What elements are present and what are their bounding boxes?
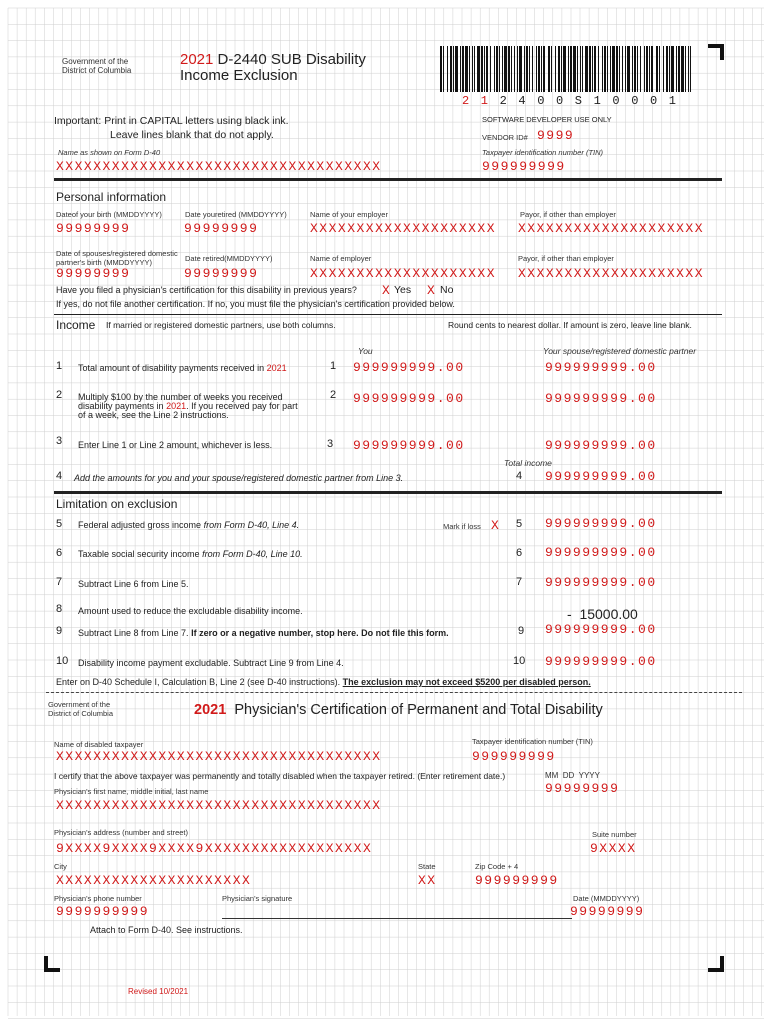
barcode-bar [440,46,442,92]
line2-spouse-field[interactable]: 999999999.00 [545,391,657,406]
barcode-bar [580,46,581,92]
barcode-bar [524,46,525,92]
line2-box-number: 2 [330,389,337,401]
col-spouse: Your spouse/registered domestic partner [543,346,697,356]
line10-number: 10 [56,655,69,667]
registration-mark-bottom-left [44,956,60,972]
barcode-bar [561,46,562,92]
line1-description: Total amount of disability payments received in [78,363,265,373]
barcode-bar [543,46,545,92]
barcode-digit: 4 [518,94,526,108]
barcode-bar [538,46,540,92]
barcode-bar [536,46,537,92]
spouse-employer-label: Name of employer [310,254,372,263]
barcode-bar [644,46,645,92]
line5-number: 5 [56,518,63,530]
form-title [180,51,366,68]
spouse-retired-label: Date retired(MMDDYYYY) [185,254,273,263]
line2-year: 2021 [166,401,187,411]
line7-text: Subtract Line 6 from Line 5. [78,579,189,589]
line6-text [78,549,303,559]
spouse-payor-label: Payor, if other than employer [518,254,614,263]
line2-text3: of a week, see the Line 2 instructions. [78,410,229,420]
barcode-bar [453,46,454,92]
cut-line [46,692,742,693]
barcode-digit: 1 [593,94,601,108]
zip-label: Zip Code + 4 [475,862,519,871]
address-field[interactable]: 9XXXX9XXXX9XXXX9XXXXXXXXXXXXXXXXXX [56,841,373,856]
physician-title [194,702,603,718]
line2-text2b: . If you received pay for part [186,401,298,411]
retire-date-format: MM DD YYYY [545,771,600,780]
mark-if-loss-label: Mark if loss [443,522,481,531]
loss-checkbox[interactable]: X [491,518,501,533]
city-label: City [54,862,67,871]
section-rule [54,178,722,181]
barcode-bar [671,46,674,92]
barcode-bar [472,46,473,92]
disabled-name-label: Name of disabled taxpayer [54,740,144,749]
spouse-dob-label1: Date of spouses/registered domestic [56,249,178,258]
barcode-digit: 0 [612,94,620,108]
line4-box-number: 4 [516,470,523,482]
zip-field[interactable]: 999999999 [475,873,559,888]
line6-source: from Form D-40, Line 10. [202,549,303,559]
barcode-digit: S [574,94,582,108]
col-you: You [358,346,373,356]
line1-number: 1 [56,360,63,372]
employer-field[interactable]: XXXXXXXXXXXXXXXXXXXX [310,221,497,236]
barcode-bar [663,46,664,92]
barcode-bar [558,46,560,92]
phys-tin-label: Taxpayer identification number (TIN) [472,737,593,746]
barcode-bar [659,46,660,92]
barcode-digit: 1 [668,94,676,108]
personal-info-title: Personal information [56,190,167,204]
physician-title-text: Physician's Certification of Permanent and Total Disability [234,702,603,718]
barcode-bar [517,46,518,92]
barcode-bar [551,46,552,92]
round-note: Round cents to nearest dollar. If amount is zero, leave line blank. [448,320,692,330]
barcode-digits [462,94,687,108]
barcode-bar [469,46,470,92]
barcode-bar [685,46,686,92]
payor-label: Payor, if other than employer [520,210,616,219]
signature-line[interactable] [222,918,572,919]
gov-line2: District of Columbia [62,66,132,75]
retire-date-field[interactable]: 99999999 [545,781,620,796]
barcode-bar [622,46,623,92]
tin-field[interactable]: 999999999 [482,159,566,174]
signature-label: Physician's signature [222,894,293,903]
line6-box-number: 6 [516,547,523,559]
phys-gov-line2: District of Columbia [48,709,114,718]
sign-date-field[interactable]: 99999999 [570,904,645,919]
important-line1: Important: Print in CAPITAL letters using black ink. [54,115,289,127]
barcode-bar [465,46,468,92]
line5-field[interactable]: 999999999.00 [545,516,657,531]
line7-number: 7 [56,576,63,588]
barcode-bar [514,46,515,92]
line9-text [78,628,449,638]
barcode-bar [573,46,576,92]
vendor-id-field[interactable]: 9999 [537,128,575,143]
line7-field[interactable]: 999999999.00 [545,575,657,590]
state-label: State [418,862,436,871]
barcode-bar [529,46,530,92]
line5-box-number: 5 [516,518,523,530]
barcode-bar [577,46,578,92]
line9-description: Subtract Line 8 from Line 7. [78,628,189,638]
barcode [440,46,695,96]
barcode-bar [548,46,550,92]
certify-text: I certify that the above taxpayer was permanently and totally disabled when the taxpayer retired. (Enter retirement date.) [54,771,506,781]
income-title: Income [56,318,96,332]
barcode-bar [594,46,596,92]
barcode-bar [616,46,618,92]
line7-box-number: 7 [516,576,523,588]
line3-you-field[interactable]: 999999999.00 [353,438,465,453]
line3-text: Enter Line 1 or Line 2 amount, whichever is less. [78,440,273,450]
line1-text [78,363,287,373]
line2-text2a: disability payments in [78,401,164,411]
no-checkbox[interactable]: X [427,283,437,298]
phys-gov-line1: Government of the [48,700,111,709]
barcode-bar [499,46,500,92]
barcode-bar [690,46,691,92]
name-label: Name as shown on Form D-40 [58,148,161,157]
barcode-bar [656,46,658,92]
phone-label: Physician's phone number [54,894,142,903]
line10-field[interactable]: 999999999.00 [545,654,657,669]
barcode-bar [678,46,680,92]
line3-box-number: 3 [327,438,334,450]
barcode-bar [610,46,611,92]
line8-amount: - 15000.00 [567,606,638,622]
employer-label: Name of your employer [310,210,388,219]
barcode-bar [526,46,528,92]
spouse-employer-field[interactable]: XXXXXXXXXXXXXXXXXXXX [310,266,497,281]
barcode-bar [532,46,533,92]
dob-field[interactable]: 99999999 [56,221,131,236]
state-field[interactable]: XX [418,873,437,888]
line5-description: Federal adjusted gross income [78,520,202,530]
barcode-bar [649,46,650,92]
dob-label: Dateof your birth (MMDDYYYY) [56,210,162,219]
phys-name-label: Physician's first name, middle initial, last name [54,787,209,796]
registration-mark-top-right [708,44,724,60]
spouse-retired-field[interactable]: 99999999 [184,266,259,281]
barcode-bar [688,46,689,92]
barcode-bar [474,46,475,92]
barcode-bar [450,46,452,92]
line5-source: from Form D-40, Line 4. [203,520,300,530]
suite-field[interactable]: 9XXXX [590,841,637,856]
barcode-bar [486,46,488,92]
barcode-bar [541,46,542,92]
barcode-bar [589,46,591,92]
form-title-line1: D-2440 SUB Disability [217,51,366,68]
prior-cert-note: If yes, do not file another certification. If no, you must file the physician's certification provided below. [56,299,455,309]
spouse-dob-label2: partner's birth (MMDDYYYY) [56,258,153,267]
barcode-digit: 0 [650,94,658,108]
line5-text [78,520,299,530]
barcode-bar [637,46,638,92]
name-field[interactable]: XXXXXXXXXXXXXXXXXXXXXXXXXXXXXXXXXXX [56,159,382,174]
barcode-bar [592,46,593,92]
line4-text: Add the amounts for you and your spouse/registered domestic partner from Line 3. [74,473,404,483]
total-income-label: Total income [504,458,552,468]
gov-line1: Government of the [62,57,129,66]
important-line2: Leave lines blank that do not apply. [110,129,274,141]
disabled-name-field[interactable]: XXXXXXXXXXXXXXXXXXXXXXXXXXXXXXXXXXX [56,749,382,764]
barcode-bar [681,46,684,92]
married-note: If married or registered domestic partners, use both columns. [106,320,336,330]
payor-field[interactable]: XXXXXXXXXXXXXXXXXXXX [518,221,705,236]
barcode-digit: 0 [631,94,639,108]
income-rule [54,314,722,315]
line1-spouse-field[interactable]: 999999999.00 [545,360,657,375]
line3-number: 3 [56,435,63,447]
barcode-bar [460,46,461,92]
barcode-bar [455,46,458,92]
limitation-title: Limitation on exclusion [56,497,178,511]
retired-label: Date youretired (MMDDYYYY) [185,210,287,219]
barcode-bar [676,46,677,92]
barcode-bar [555,46,556,92]
barcode-bar [570,46,572,92]
barcode-bar [582,46,583,92]
barcode-bar [604,46,606,92]
barcode-bar [490,46,491,92]
barcode-bar [563,46,566,92]
line4-total-field[interactable]: 999999999.00 [545,469,657,484]
barcode-bar [447,46,448,92]
barcode-bar [598,46,599,92]
barcode-bar [585,46,588,92]
spouse-dob-field[interactable]: 99999999 [56,266,131,281]
barcode-bar [494,46,495,92]
yes-checkbox[interactable]: X [382,283,392,298]
revised-date: Revised 10/2021 [128,987,189,996]
city-field[interactable]: XXXXXXXXXXXXXXXXXXXXX [56,873,252,888]
tin-label: Taxpayer identification number (TIN) [482,148,604,157]
barcode-bar [612,46,615,92]
line9-number: 9 [56,625,63,637]
line8-text: Amount used to reduce the excludable disability income. [78,606,303,616]
line1-you-field[interactable]: 999999999.00 [353,360,465,375]
barcode-bar [646,46,648,92]
barcode-digit: 1 [480,94,488,108]
barcode-bar [481,46,483,92]
barcode-bar [484,46,485,92]
barcode-bar [508,46,510,92]
physician-year: 2021 [194,702,227,718]
line6-number: 6 [56,547,63,559]
barcode-bar [568,46,569,92]
vendor-id-label: VENDOR ID# [482,133,528,142]
barcode-bar [607,46,608,92]
enter-instructions [56,677,591,687]
barcode-bar [502,46,503,92]
phys-name-field[interactable]: XXXXXXXXXXXXXXXXXXXXXXXXXXXXXXXXXXX [56,798,382,813]
enter-text: Enter on D-40 Schedule I, Calculation B, Line 2 (see D-40 instructions). [56,677,341,687]
phone-field[interactable]: 9999999999 [56,904,150,919]
exclusion-limit: The exclusion may not exceed $5200 per disabled person. [342,677,591,687]
line2-you-field[interactable]: 999999999.00 [353,391,465,406]
form-title-line2: Income Exclusion [180,67,298,84]
barcode-digit: 2 [462,94,470,108]
barcode-bar [640,46,641,92]
barcode-bar [519,46,522,92]
line9-field[interactable]: 999999999.00 [545,622,657,637]
phys-tin-field[interactable]: 999999999 [472,749,556,764]
line9-box-number: 9 [518,625,525,637]
line3-spouse-field[interactable]: 999999999.00 [545,438,657,453]
barcode-bar [504,46,507,92]
line10-text: Disability income payment excludable. Subtract Line 9 from Line 4. [78,658,344,668]
retired-field[interactable]: 99999999 [184,221,259,236]
suite-label: Suite number [592,830,637,839]
line9-warning: If zero or a negative number, stop here. Do not file this form. [191,628,449,638]
line1-box-number: 1 [330,360,337,372]
line4-number: 4 [56,470,63,482]
barcode-bar [462,46,464,92]
barcode-bar [619,46,620,92]
line2-number: 2 [56,389,63,401]
registration-mark-bottom-right [708,956,724,972]
software-dev-label: SOFTWARE DEVELOPER USE ONLY [482,115,612,124]
barcode-bar [627,46,630,92]
limitation-rule [54,491,722,494]
barcode-bar [651,46,653,92]
barcode-digit: 2 [499,94,507,108]
barcode-bar [666,46,668,92]
barcode-bar [602,46,603,92]
form-year: 2021 [180,51,214,68]
barcode-bar [625,46,626,92]
attach-text: Attach to Form D-40. See instructions. [90,925,243,935]
barcode-digit: 0 [556,94,564,108]
address-label: Physician's address (number and street) [54,828,188,837]
line6-field[interactable]: 999999999.00 [545,545,657,560]
barcode-bar [443,46,444,92]
line8-number: 8 [56,603,63,615]
line6-description: Taxable social security income [78,549,200,559]
spouse-payor-field[interactable]: XXXXXXXXXXXXXXXXXXXX [518,266,705,281]
line10-box-number: 10 [513,655,526,667]
barcode-digit: 0 [537,94,545,108]
sign-date-label: Date (MMDDYYYY) [573,894,640,903]
barcode-bar [477,46,480,92]
yes-label: Yes [394,284,412,296]
barcode-bar [669,46,670,92]
prior-cert-question: Have you filed a physician's certification for this disability in previous years? [56,285,357,295]
line1-year: 2021 [266,363,287,373]
barcode-bar [632,46,633,92]
barcode-bar [511,46,512,92]
barcode-bar [496,46,498,92]
line2-text1: Multiply $100 by the number of weeks you received [78,392,283,402]
barcode-bar [634,46,636,92]
no-label: No [440,284,454,296]
